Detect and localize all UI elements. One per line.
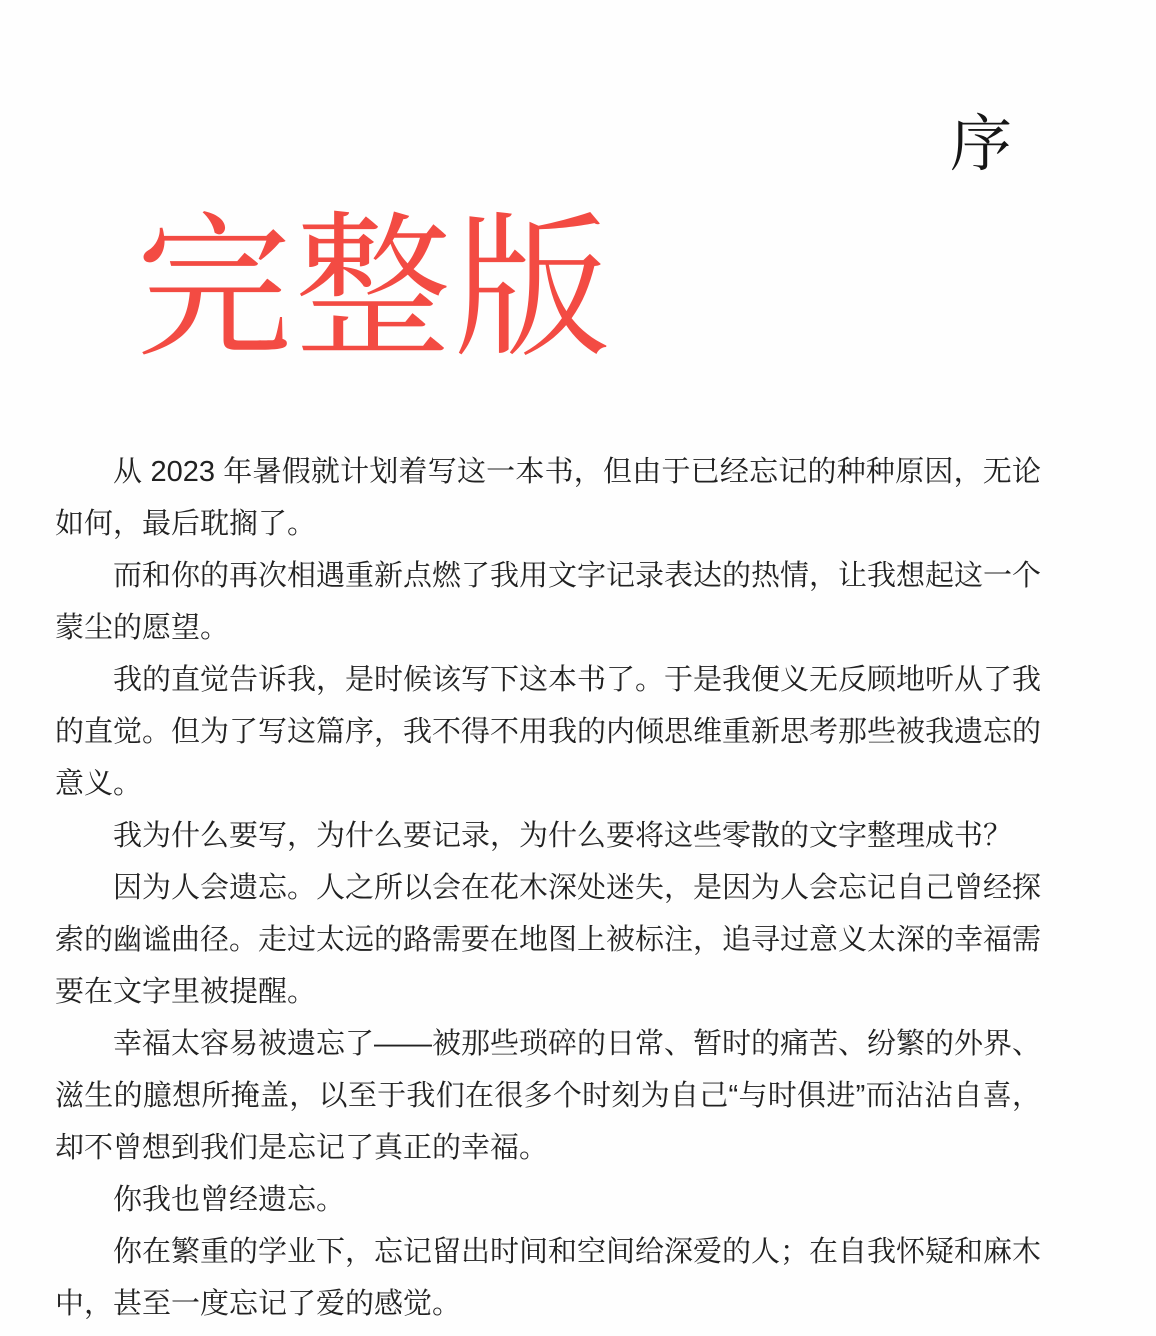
paragraph: 你在繁重的学业下，忘记留出时间和空间给深爱的人；在自我怀疑和麻木中，甚至一度忘记了爱的感觉。 bbox=[55, 1236, 1042, 1320]
watermark-text: 完整版 bbox=[136, 202, 613, 376]
paragraph: 因为人会遗忘。人之所以会在花木深处迷失，是因为人会忘记自己曾经探索的幽谧曲径。走过太远的路需要在地图上被标注，追寻过意义太深的幸福需要在文字里被提醒。 bbox=[55, 872, 1042, 1008]
page-title: 序 bbox=[950, 110, 1013, 179]
paragraph: 从 2023 年暑假就计划着写这一本书，但由于已经忘记的种种原因，无论如何，最后耽搁了。 bbox=[55, 456, 1041, 540]
paragraph: 我的直觉告诉我，是时候该写下这本书了。于是我便义无反顾地听从了我的直觉。但为了写这篇序，我不得不用我的内倾思维重新思考那些被我遗忘的意义。 bbox=[55, 664, 1042, 800]
paragraph: 幸福太容易被遗忘了——被那些琐碎的日常、暂时的痛苦、纷繁的外界、滋生的臆想所掩盖，以至于我们在很多个时刻为自己“与时俱进”而沾沾自喜，却不曾想到我们是忘记了真正的幸福。 bbox=[55, 1028, 1042, 1164]
paragraph: 你我也曾经遗忘。 bbox=[113, 1184, 346, 1216]
paragraph: 而和你的再次相遇重新点燃了我用文字记录表达的热情，让我想起这一个蒙尘的愿望。 bbox=[55, 560, 1042, 644]
paragraph: 我为什么要写，为什么要记录，为什么要将这些零散的文字整理成书？ bbox=[113, 820, 1013, 852]
body-text bbox=[55, 446, 1041, 1330]
